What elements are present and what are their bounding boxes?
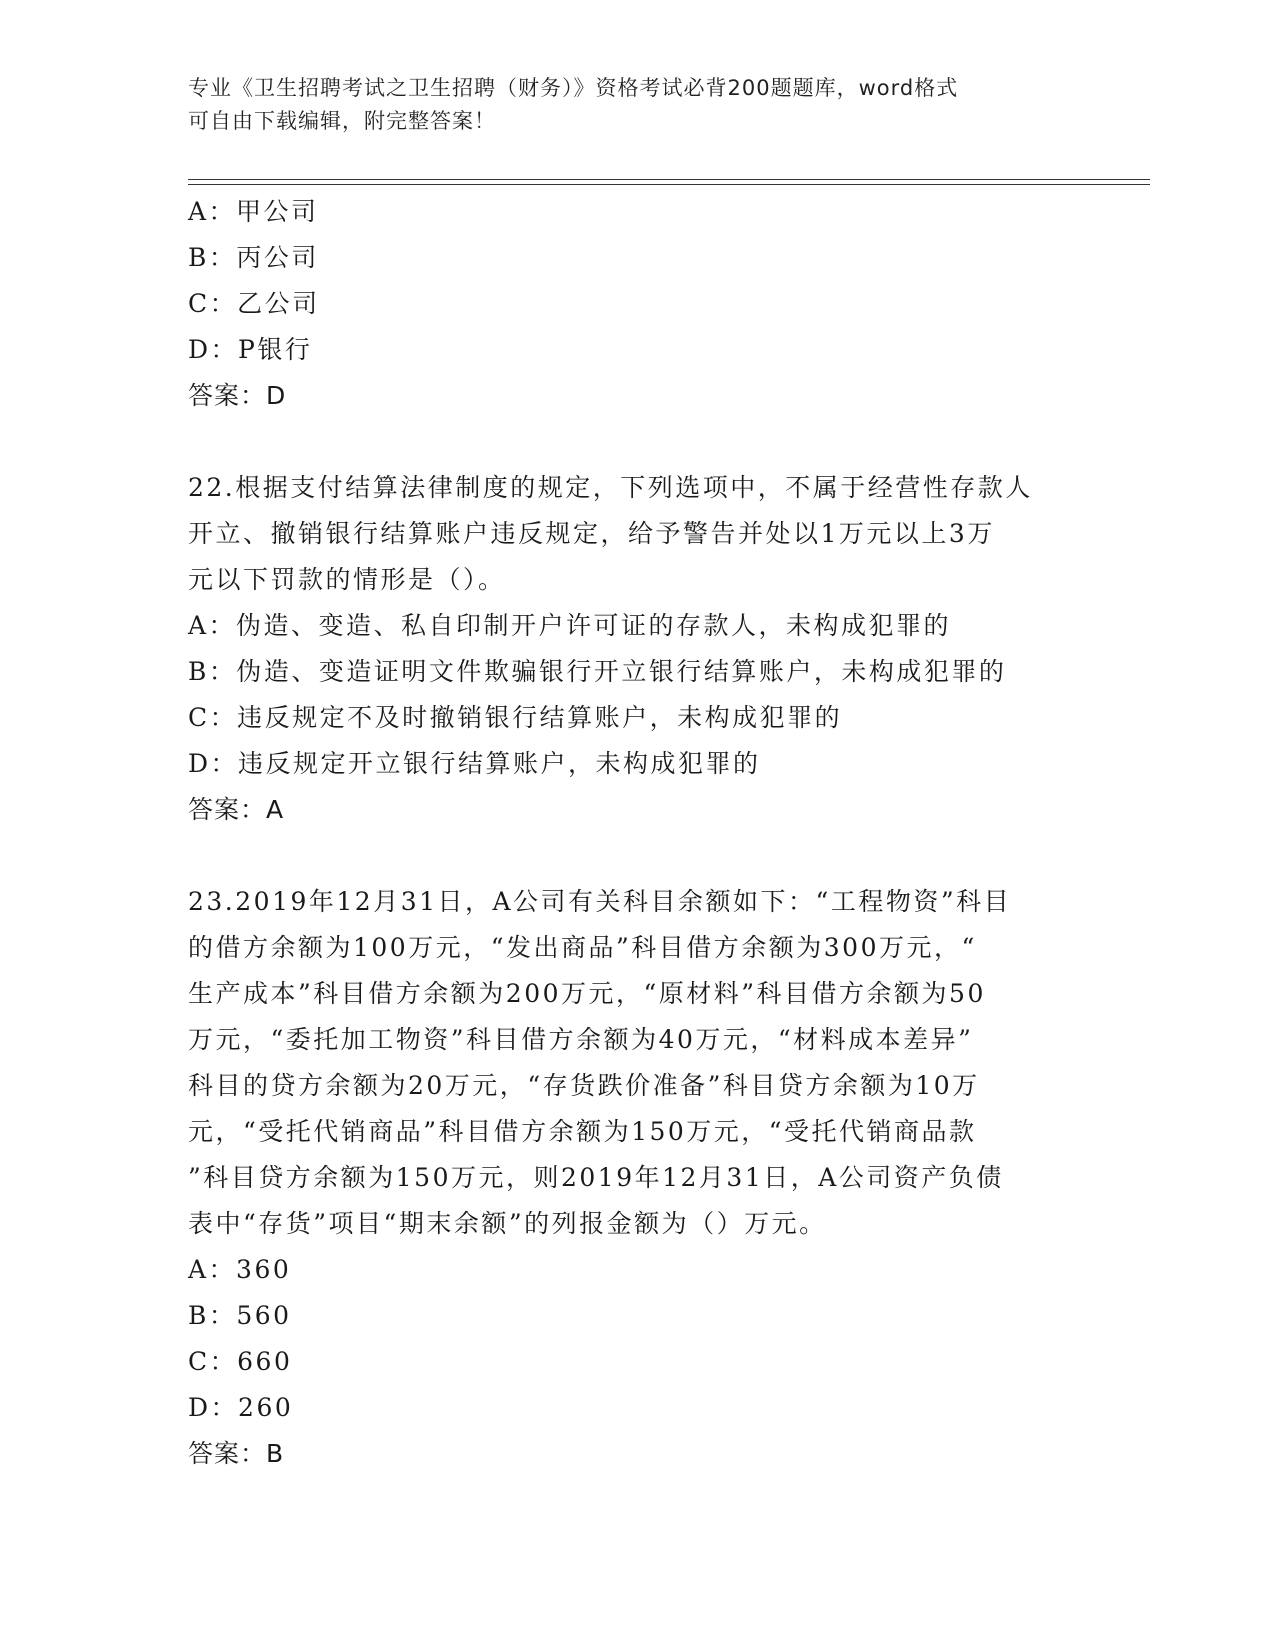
answer-line: 答案：B (188, 1439, 285, 1468)
question-stem-line: 22.根据支付结算法律制度的规定，下列选项中，不属于经营性存款人 (188, 473, 1033, 502)
question-stem-line: 开立、撤销银行结算账户违反规定，给予警告并处以1万元以上3万 (188, 519, 995, 548)
question-stem-line: 的借方余额为100万元，“发出商品”科目借方余额为300万元，“ (188, 933, 977, 962)
spacer (188, 419, 1088, 465)
option-a: A：360 (188, 1255, 292, 1284)
header-divider-bottom (188, 184, 1150, 185)
question-stem-line: ”科目贷方余额为150万元，则2019年12月31日，A公司资产负债 (188, 1163, 1004, 1192)
question-stem-line: 科目的贷方余额为20万元，“存货跌价准备”科目贷方余额为10万 (188, 1071, 980, 1100)
option-a: A：伪造、变造、私自印制开户许可证的存款人，未构成犯罪的 (188, 611, 952, 640)
option-b: B：560 (188, 1301, 292, 1330)
question-stem-line: 元，“受托代销商品”科目借方余额为150万元，“受托代销商品款 (188, 1117, 977, 1146)
option-d: D：260 (188, 1393, 294, 1422)
header-line-1: 专业《卫生招聘考试之卫生招聘（财务）》资格考试必背200题题库，word格式 (188, 76, 959, 100)
question-stem-line: 表中“存货”项目“期末余额”的列报金额为（）万元。 (188, 1209, 827, 1238)
option-b: B：伪造、变造证明文件欺骗银行开立银行结算账户，未构成犯罪的 (188, 657, 1007, 686)
option-c: C：660 (188, 1347, 293, 1376)
option-d: D：P银行 (188, 335, 313, 364)
option-c: C：违反规定不及时撤销银行结算账户，未构成犯罪的 (188, 703, 843, 732)
header-divider-top (188, 179, 1150, 180)
question-stem-line: 元以下罚款的情形是（）。 (188, 565, 506, 594)
question-23 (188, 879, 1088, 1477)
question-stem-line: 生产成本”科目借方余额为200万元，“原材料”科目借方余额为50 (188, 979, 986, 1008)
header-line-2: 可自由下载编辑，附完整答案！ (188, 109, 496, 133)
option-c: C：乙公司 (188, 289, 320, 318)
spacer (188, 833, 1088, 879)
question-stem-line: 万元，“委托加工物资”科目借方余额为40万元，“材料成本差异” (188, 1025, 974, 1054)
option-d: D：违反规定开立银行结算账户，未构成犯罪的 (188, 749, 761, 778)
question-21 (188, 189, 1088, 419)
question-stem-line: 23.2019年12月31日，A公司有关科目余额如下：“工程物资”科目 (188, 887, 1012, 916)
answer-line: 答案：D (188, 381, 287, 410)
question-content (188, 189, 1088, 1477)
document-header (188, 72, 1068, 138)
option-a: A：甲公司 (188, 197, 319, 226)
option-b: B：丙公司 (188, 243, 319, 272)
question-22 (188, 465, 1088, 833)
answer-line: 答案：A (188, 795, 285, 824)
